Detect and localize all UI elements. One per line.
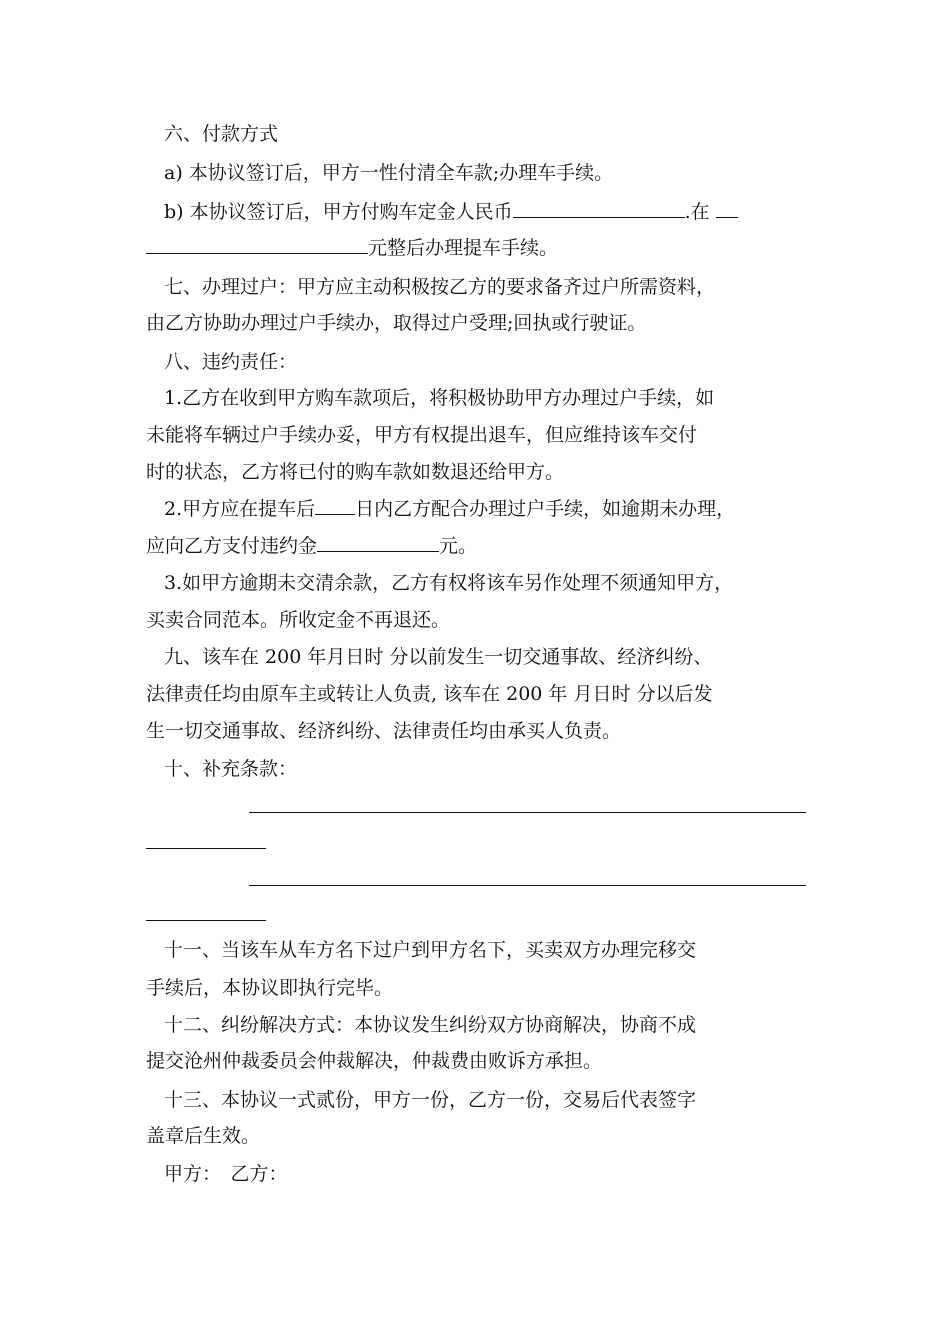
clause-8-2-text: 2.甲方应在提车后	[164, 498, 316, 520]
supplement-rule-2	[249, 885, 806, 886]
clause-6b	[164, 199, 738, 225]
clause-8-2-line-1	[164, 496, 735, 522]
clause-8-3-line-1: 3.如甲方逾期未交清余款，乙方有权将该车另作处理不须通知甲方，	[164, 572, 734, 594]
clause-8-2-text-4: 元。	[439, 535, 478, 557]
clause-6b-continued	[146, 235, 558, 261]
clause-8-2-text-3: 应向乙方支付违约金	[146, 535, 318, 557]
clause-6b-text: b) 本协议签订后，甲方付购车定金人民币	[164, 201, 513, 223]
clause-8-1-line-3: 时的状态，乙方将已付的购车款如数退还给甲方。	[146, 461, 565, 483]
clause-8-1-line-1: 1.乙方在收到甲方购车款项后，将积极协助甲方办理过户手续，如	[164, 387, 715, 409]
supplement-rule-2-cont	[146, 920, 266, 921]
section-11-line-2: 手续后，本协议即执行完毕。	[146, 977, 394, 999]
signature-parties: 甲方： 乙方：	[164, 1163, 288, 1185]
clause-8-2-text-2: 日内乙方配合办理过户手续，如逾期未办理，	[355, 498, 736, 520]
section-7-line-2: 由乙方协助办理过户手续办，取得过户受理;回执或行驶证。	[146, 312, 647, 334]
section-9-line-3: 生一切交通事故、经济纠纷、法律责任均由承买人负责。	[146, 720, 622, 742]
clause-6b-text-2: .在	[684, 201, 710, 223]
section-8-heading: 八、违约责任：	[164, 351, 298, 373]
clause-8-3-line-2: 买卖合同范本。所收定金不再退还。	[146, 609, 451, 631]
section-13-line-2: 盖章后生效。	[146, 1125, 261, 1147]
section-12-line-2: 提交沧州仲裁委员会仲裁解决，仲裁费由败诉方承担。	[146, 1050, 603, 1072]
section-13-line-1: 十三、本协议一式贰份，甲方一份，乙方一份，交易后代表签字	[164, 1089, 697, 1111]
section-12-line-1: 十二、纠纷解决方式：本协议发生纠纷双方协商解决，协商不成	[164, 1014, 697, 1036]
clause-6b-text-3: 元整后办理提车手续。	[368, 237, 559, 259]
section-6-heading: 六、付款方式	[164, 123, 279, 145]
section-10-heading: 十、补充条款：	[164, 758, 298, 780]
clause-8-1-line-2: 未能将车辆过户手续办妥，甲方有权提出退车，但应维持该车交付	[146, 424, 698, 446]
days-blank	[315, 496, 355, 515]
supplement-rule-1-cont	[146, 848, 266, 849]
clause-8-2-line-2	[146, 533, 477, 559]
amount-blank-start	[716, 199, 738, 218]
clause-6a: a) 本协议签订后，甲方一性付清全车款;办理车手续。	[164, 162, 614, 184]
supplement-rule-1	[249, 812, 806, 813]
section-11-line-1: 十一、当该车从车方名下过户到甲方名下，买卖双方办理完移交	[164, 939, 697, 961]
deposit-amount-blank	[513, 199, 685, 218]
section-7-line-1: 七、办理过户：甲方应主动积极按乙方的要求备齐过户所需资料，	[164, 276, 716, 298]
section-9-line-2: 法律责任均由原车主或转让人负责, 该车在 200 年 月日时 分以后发	[146, 683, 713, 705]
penalty-amount-blank	[317, 533, 439, 552]
amount-blank	[146, 235, 368, 254]
section-9-line-1: 九、该车在 200 年月日时 分以前发生一切交通事故、经济纠纷、	[164, 646, 713, 668]
